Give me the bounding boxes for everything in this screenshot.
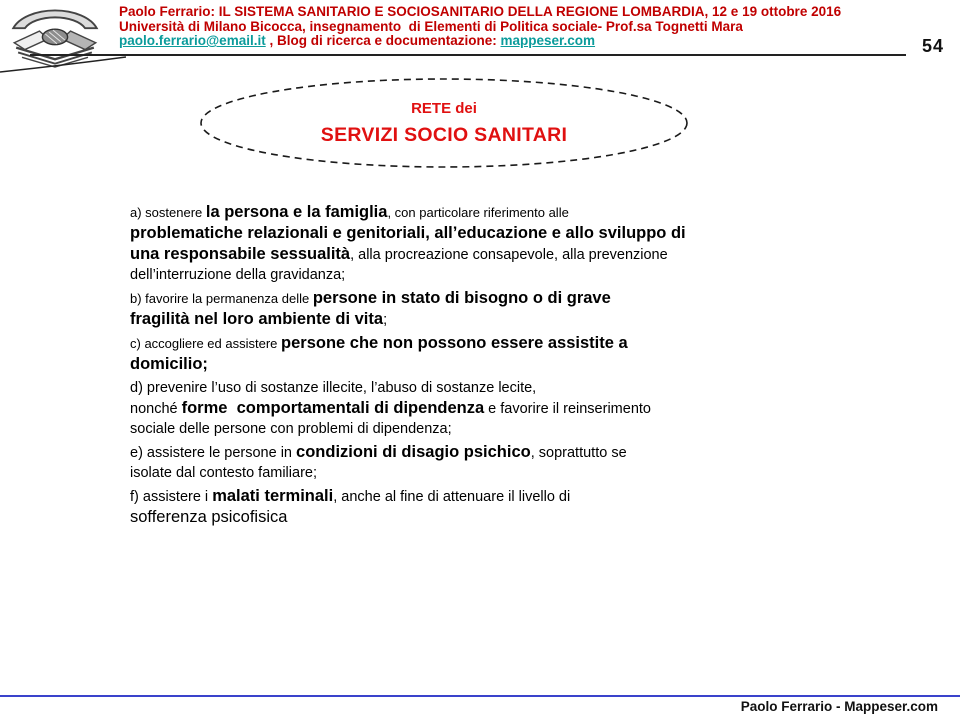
text-line <box>130 309 830 330</box>
header-line-1: Paolo Ferrario: IL SISTEMA SANITARIO E SOCIOSANITARIO DELLA REGIONE LOMBARDIA, 12 e 19 ottobre 2016 <box>119 4 842 19</box>
text-run: condizioni di disagio psichico <box>296 443 531 461</box>
text-run: e) assistere le persone in <box>130 445 297 461</box>
text-line <box>130 486 830 507</box>
text-run: malati terminali <box>212 487 334 505</box>
text-line <box>130 442 830 463</box>
email-link[interactable]: paolo.ferrario@email.it <box>119 33 266 48</box>
paragraph <box>130 333 830 375</box>
text-run: una responsabile sessualità <box>130 245 351 263</box>
text-run: f) assistere i <box>130 489 213 505</box>
text-run: e favorire il reinserimento <box>484 401 651 417</box>
header-line-3-text: , Blog di ricerca e documentazione: <box>265 33 501 48</box>
paragraph <box>130 486 830 528</box>
text-line <box>130 202 830 223</box>
paragraph <box>130 288 830 330</box>
text-run: ; <box>383 312 388 328</box>
text-run: sociale delle persone con problemi di dipendenza; <box>130 421 452 437</box>
text-run: b) favorire la permanenza delle <box>130 291 313 306</box>
text-run: , anche al fine di attenuare il livello di <box>333 489 571 505</box>
text-run: dell’interruzione della gravidanza; <box>130 267 346 283</box>
text-run: c) accogliere ed assistere <box>130 336 282 351</box>
blog-link[interactable]: mappeser.com <box>500 33 596 48</box>
text-line <box>130 288 830 309</box>
title-ellipse <box>198 77 690 169</box>
title-line-2: SERVIZI SOCIO SANITARI <box>320 123 568 146</box>
body-text <box>130 202 830 531</box>
text-line <box>130 223 830 244</box>
text-line <box>130 378 830 398</box>
text-line <box>130 354 830 375</box>
text-line <box>130 507 830 528</box>
text-run: forme comportamentali di dipendenza <box>181 399 485 417</box>
text-run: la persona e la famiglia <box>205 203 388 221</box>
text-run: persone in stato di bisogno o di grave <box>312 289 611 307</box>
header-divider-line <box>30 54 906 56</box>
header-line-3 <box>119 34 949 49</box>
text-line <box>130 463 830 483</box>
text-line <box>130 244 830 265</box>
paragraph <box>130 202 830 285</box>
text-run: persone che non possono essere assistite a <box>281 334 628 352</box>
text-line <box>130 333 830 354</box>
header-line-2: Università di Milano Bicocca, insegnamento di Elementi di Politica sociale- Prof.sa Tognetti Mara <box>119 18 743 34</box>
title-line-1: RETE dei <box>411 99 477 117</box>
footer-divider-line <box>0 695 960 697</box>
text-run: domicilio; <box>130 355 208 373</box>
text-line <box>130 419 830 439</box>
text-run: , soprattutto se <box>530 445 627 461</box>
logo-swoosh-line <box>0 56 126 74</box>
page-number: 54 <box>921 36 944 56</box>
text-line <box>130 398 830 419</box>
text-run: , con particolare riferimento alle <box>387 205 569 220</box>
text-run: sofferenza psicofisica <box>130 508 288 526</box>
text-run: d) prevenire l’uso di sostanze illecite, l’abuso di sostanze lecite, <box>130 380 537 396</box>
text-run: fragilità nel loro ambiente di vita <box>130 310 384 328</box>
paragraph <box>130 442 830 483</box>
text-run: isolate dal contesto familiare; <box>130 465 317 481</box>
text-run: , alla procreazione consapevole, alla prevenzione <box>350 247 668 263</box>
text-run: nonché <box>130 401 182 417</box>
paragraph <box>130 378 830 439</box>
text-line <box>130 265 830 285</box>
text-run: problematiche relazionali e genitoriali, all’educazione e allo sviluppo di <box>130 224 686 242</box>
footer-credit: Paolo Ferrario - Mappeser.com <box>740 699 938 714</box>
slide-header <box>119 5 949 49</box>
text-run: a) sostenere <box>130 205 206 220</box>
